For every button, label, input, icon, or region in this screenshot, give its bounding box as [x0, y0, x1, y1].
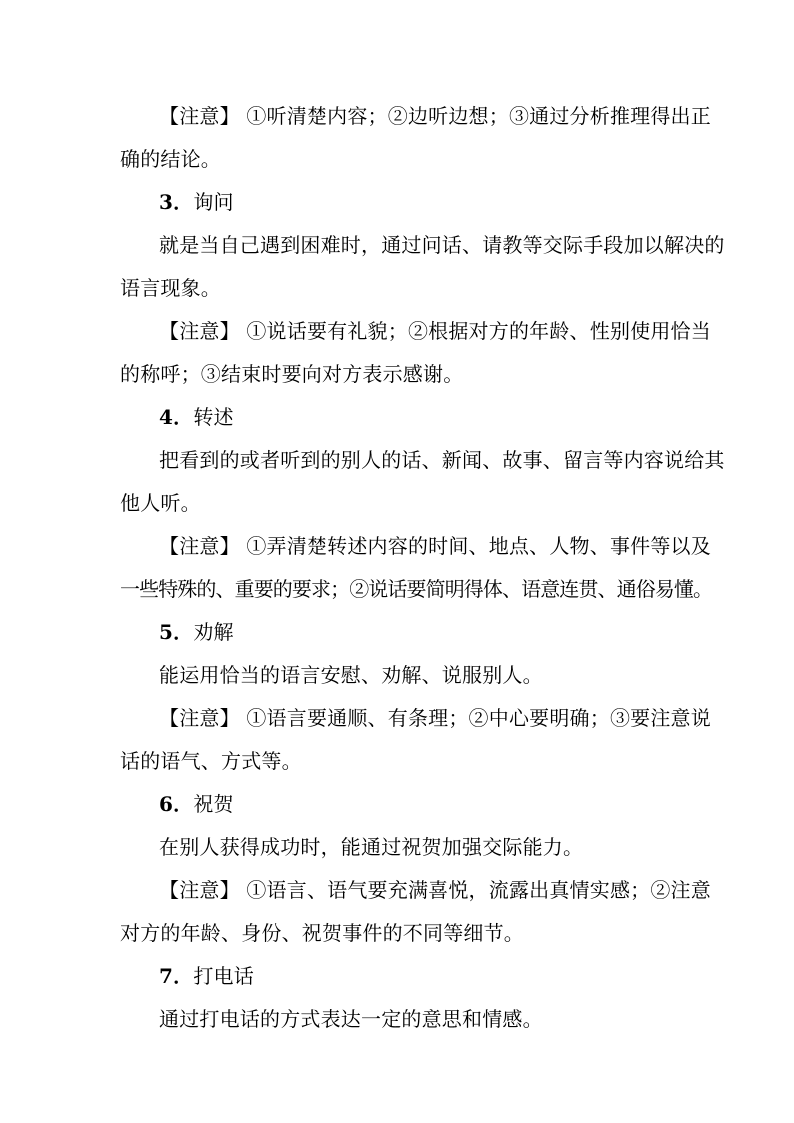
- section-heading-5: [120, 611, 676, 654]
- paragraph-line: 他人听。: [120, 491, 201, 515]
- section-title: 转述: [193, 405, 234, 429]
- paragraph-phone-call: [120, 998, 676, 1041]
- note-line: 【注意】 ①说话要有礼貌；②根据对方的年龄、性别使用恰当: [159, 319, 711, 343]
- section-title: 劝解: [193, 620, 234, 644]
- section-number: 6．: [159, 792, 194, 816]
- section-heading-7: [120, 955, 676, 998]
- section-title: 打电话: [193, 964, 254, 988]
- paragraph-line: 语言现象。: [120, 276, 221, 300]
- note-line: 确的结论。: [120, 147, 221, 171]
- paragraph-retelling: [120, 439, 725, 525]
- note-line: 话的语气、方式等。: [120, 749, 302, 773]
- note-listening: [120, 95, 711, 181]
- paragraph-inquiry: [120, 224, 725, 310]
- note-inquiry: [120, 310, 711, 396]
- note-line: 的称呼；③结束时要向对方表示感谢。: [120, 362, 464, 386]
- section-number: 5．: [159, 620, 194, 644]
- paragraph-line: 把看到的或者听到的别人的话、新闻、故事、留言等内容说给其: [159, 448, 725, 472]
- section-heading-3: [120, 181, 676, 224]
- section-number: 7．: [159, 964, 194, 988]
- note-line: 【注意】 ①语言、语气要充满喜悦，流露出真情实感；②注意: [159, 878, 711, 902]
- paragraph-line: 能运用恰当的语言安慰、劝解、说服别人。: [159, 663, 543, 687]
- paragraph-line: 在别人获得成功时，能通过祝贺加强交际能力。: [159, 835, 584, 859]
- section-heading-6: [120, 783, 676, 826]
- paragraph-congratulation: [120, 826, 676, 869]
- note-retelling: [120, 525, 713, 611]
- section-title: 询问: [193, 190, 234, 214]
- note-line: 【注意】 ①语言要通顺、有条理；②中心要明确；③要注意说: [159, 706, 711, 730]
- section-heading-4: [120, 396, 676, 439]
- note-congratulation: [120, 869, 711, 955]
- paragraph-persuasion: [120, 654, 676, 697]
- note-line: 一些特殊的、重要的要求；②说话要简明得体、语意连贯、通俗易懂。: [120, 577, 713, 601]
- section-title: 祝贺: [193, 792, 234, 816]
- paragraph-line: 就是当自己遇到困难时，通过问话、请教等交际手段加以解决的: [159, 233, 725, 257]
- note-line: 【注意】 ①弄清楚转述内容的时间、地点、人物、事件等以及: [159, 534, 711, 558]
- section-number: 3．: [159, 190, 194, 214]
- paragraph-line: 通过打电话的方式表达一定的意思和情感。: [159, 1007, 543, 1031]
- note-persuasion: [120, 697, 711, 783]
- note-line: 对方的年龄、身份、祝贺事件的不同等细节。: [120, 921, 524, 945]
- section-number: 4．: [159, 405, 194, 429]
- note-line: 【注意】 ①听清楚内容；②边听边想；③通过分析推理得出正: [159, 104, 711, 128]
